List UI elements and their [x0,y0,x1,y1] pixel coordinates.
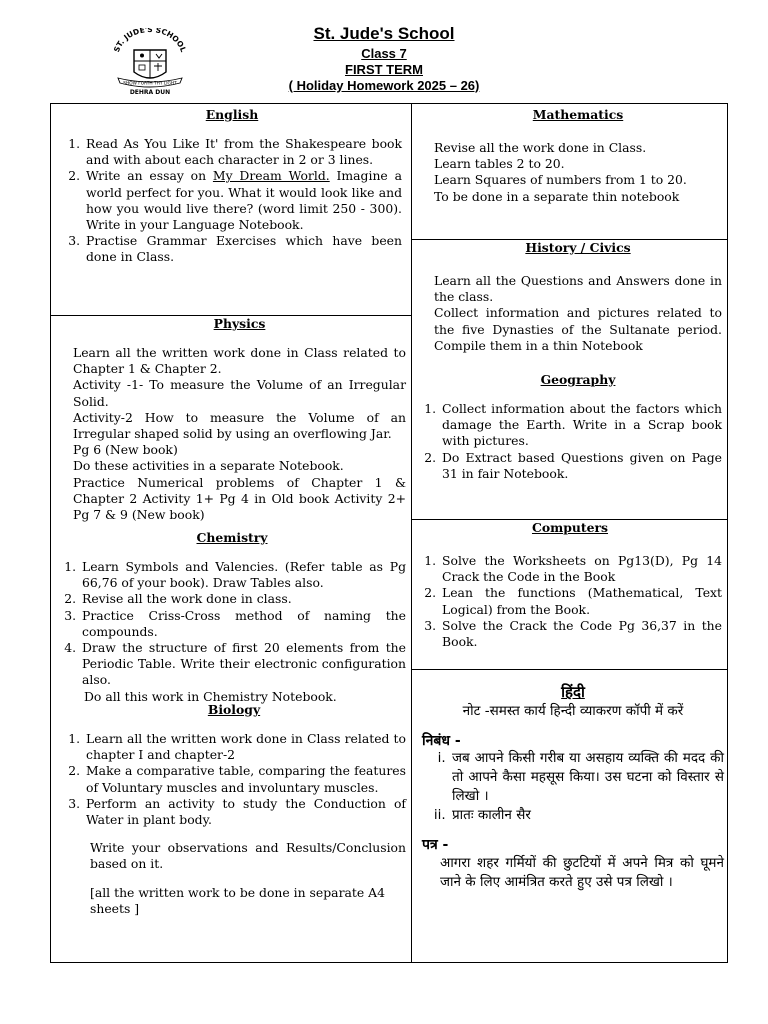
computers-list [418,553,722,650]
svg-text:ST. JUDE'S SCHOOL: ST. JUDE'S SCHOOL [112,28,188,54]
history-line: Learn all the Questions and Answers done in the class. [434,273,722,305]
math-line: Learn tables 2 to 20. [434,156,565,172]
section-title: English [205,107,259,122]
list-item: 3. Perform an activity to study the Conduction of Water in plant body. [84,796,406,828]
list-item: 1. Learn all the written work done in Class related to chapter I and chapter-2 [84,731,406,763]
class-label: Class 7 [361,46,407,61]
biology-note: [all the written work to be done in separate A4 sheets ] [90,884,385,916]
page-header [200,22,568,94]
hindi-section [422,684,724,892]
chemistry-list [58,559,406,689]
hindi-letter: आगरा शहर गर्मियों की छुटटियों में अपने मित्र को घूमने जाने के लिए आमंत्रित करते हुए उसे पत्र लिखो । [440,854,724,890]
section-title: Biology [207,702,261,717]
list-item: 1. Solve the Worksheets on Pg13(D), Pg 14 Crack the Code in the Book [440,553,722,585]
section-title: Physics [213,316,266,331]
term-label: FIRST TERM [345,62,423,77]
physics-line: Activity -1- To measure the Volume of an Irregular Solid. [73,377,406,409]
computers-section [418,520,722,650]
essay-topic: My Dream World. [212,168,330,184]
physics-line: Activity-2 How to measure the Volume of an Irregular shaped solid by using an overflowing Jar. [73,409,406,442]
list-item: 2. Do Extract based Questions given on Page 31 in fair Notebook. [440,450,722,482]
physics-line: Do these activities in a separate Notebook. [73,458,344,474]
section-title: हिंदी [561,683,585,701]
biology-section [62,702,406,917]
physics-section [73,315,406,523]
list-item: 4. Draw the structure of first 20 elements from the Periodic Table. Write their electronic configuration also. [80,640,406,689]
list-item: 1. Collect information about the factors which damage the Earth. Write in a Scrap book with pictures. [440,401,722,450]
biology-observe: Write your observations and Results/Conclusion based on it. [90,840,406,872]
list-item: 2. Write an essay on My Dream World. Imagine a world perfect for you. What it would look like and how you would live there? (word limit 250 - 300). Write in your Language Notebook. [84,168,402,233]
list-item: 2. Lean the functions (Mathematical, Text Logical) from the Book. [440,585,722,617]
school-logo [104,28,196,96]
list-item: 3. Practice Criss-Cross method of naming the compounds. [80,608,406,640]
table-divider [411,669,728,670]
geography-list [418,401,722,482]
svg-text:DEHRA DUN: DEHRA DUN [129,89,171,96]
english-list [62,136,402,266]
list-item: 3. Solve the Crack the Code Pg 36,37 in the Book. [440,618,722,650]
chemistry-note: Do all this work in Chemistry Notebook. [84,688,337,704]
list-item: ii. प्रातः कालीन सैर [450,806,724,825]
holiday-homework-label: ( Holiday Homework 2025 – 26) [288,78,480,93]
english-section [62,107,402,266]
list-item: 2. Make a comparative table, comparing the features of Voluntary muscles and involuntary muscles. [84,763,406,795]
history-line: Collect information and pictures related to the five Dynasties of the Sultanate period. Compile them in a thin Notebook [434,305,722,353]
section-title: Mathematics [532,107,624,122]
list-item: 1. Read As You Like It' from the Shakespeare book and with about each character in 2 or 3 lines. [84,136,402,168]
list-item: 1. Learn Symbols and Valencies. (Refer table as Pg 66,76 of your book). Draw Tables also. [80,559,406,591]
chemistry-section [58,530,406,705]
history-civics-section [434,240,722,482]
math-line: To be done in a separate thin notebook [434,188,680,204]
list-item: 3. Practise Grammar Exercises which have been done in Class. [84,233,402,265]
physics-line: Learn all the written work done in Class related to Chapter 1 & Chapter 2. [73,345,406,377]
math-line: Revise all the work done in Class. [434,140,647,155]
school-name: St. Jude's School [313,24,455,43]
hindi-letter-heading: पत्र - [422,837,449,854]
hindi-essay-list [422,749,724,825]
section-title: Geography [540,372,616,388]
svg-text:SHOW FORTH THY LIGHT: SHOW FORTH THY LIGHT [123,81,177,87]
table-divider [411,103,412,963]
mathematics-section [434,107,722,205]
biology-list [62,731,406,828]
hindi-note: नोट -समस्त कार्य हिन्दी व्याकरण कॉपी में करें [462,703,684,720]
physics-line: Pg 6 (New book) [73,442,178,458]
math-line: Learn Squares of numbers from 1 to 20. [434,172,687,188]
section-title: History / Civics [525,240,631,255]
hindi-essay-heading: निबंध - [422,733,461,750]
section-title: Computers [531,520,609,535]
list-item: i. जब आपने किसी गरीब या असहाय व्यक्ति की मदद की तो आपने कैसा महसूस किया। उस घटना को विस्तार से लिखो । [450,749,724,806]
list-item: 2. Revise all the work done in class. [80,591,406,607]
physics-line: Practice Numerical problems of Chapter 1 & Chapter 2 Activity 1+ Pg 4 in Old book Activity 2+ Pg 7 & 9 (New book) [73,474,406,523]
section-title: Chemistry [196,530,268,545]
